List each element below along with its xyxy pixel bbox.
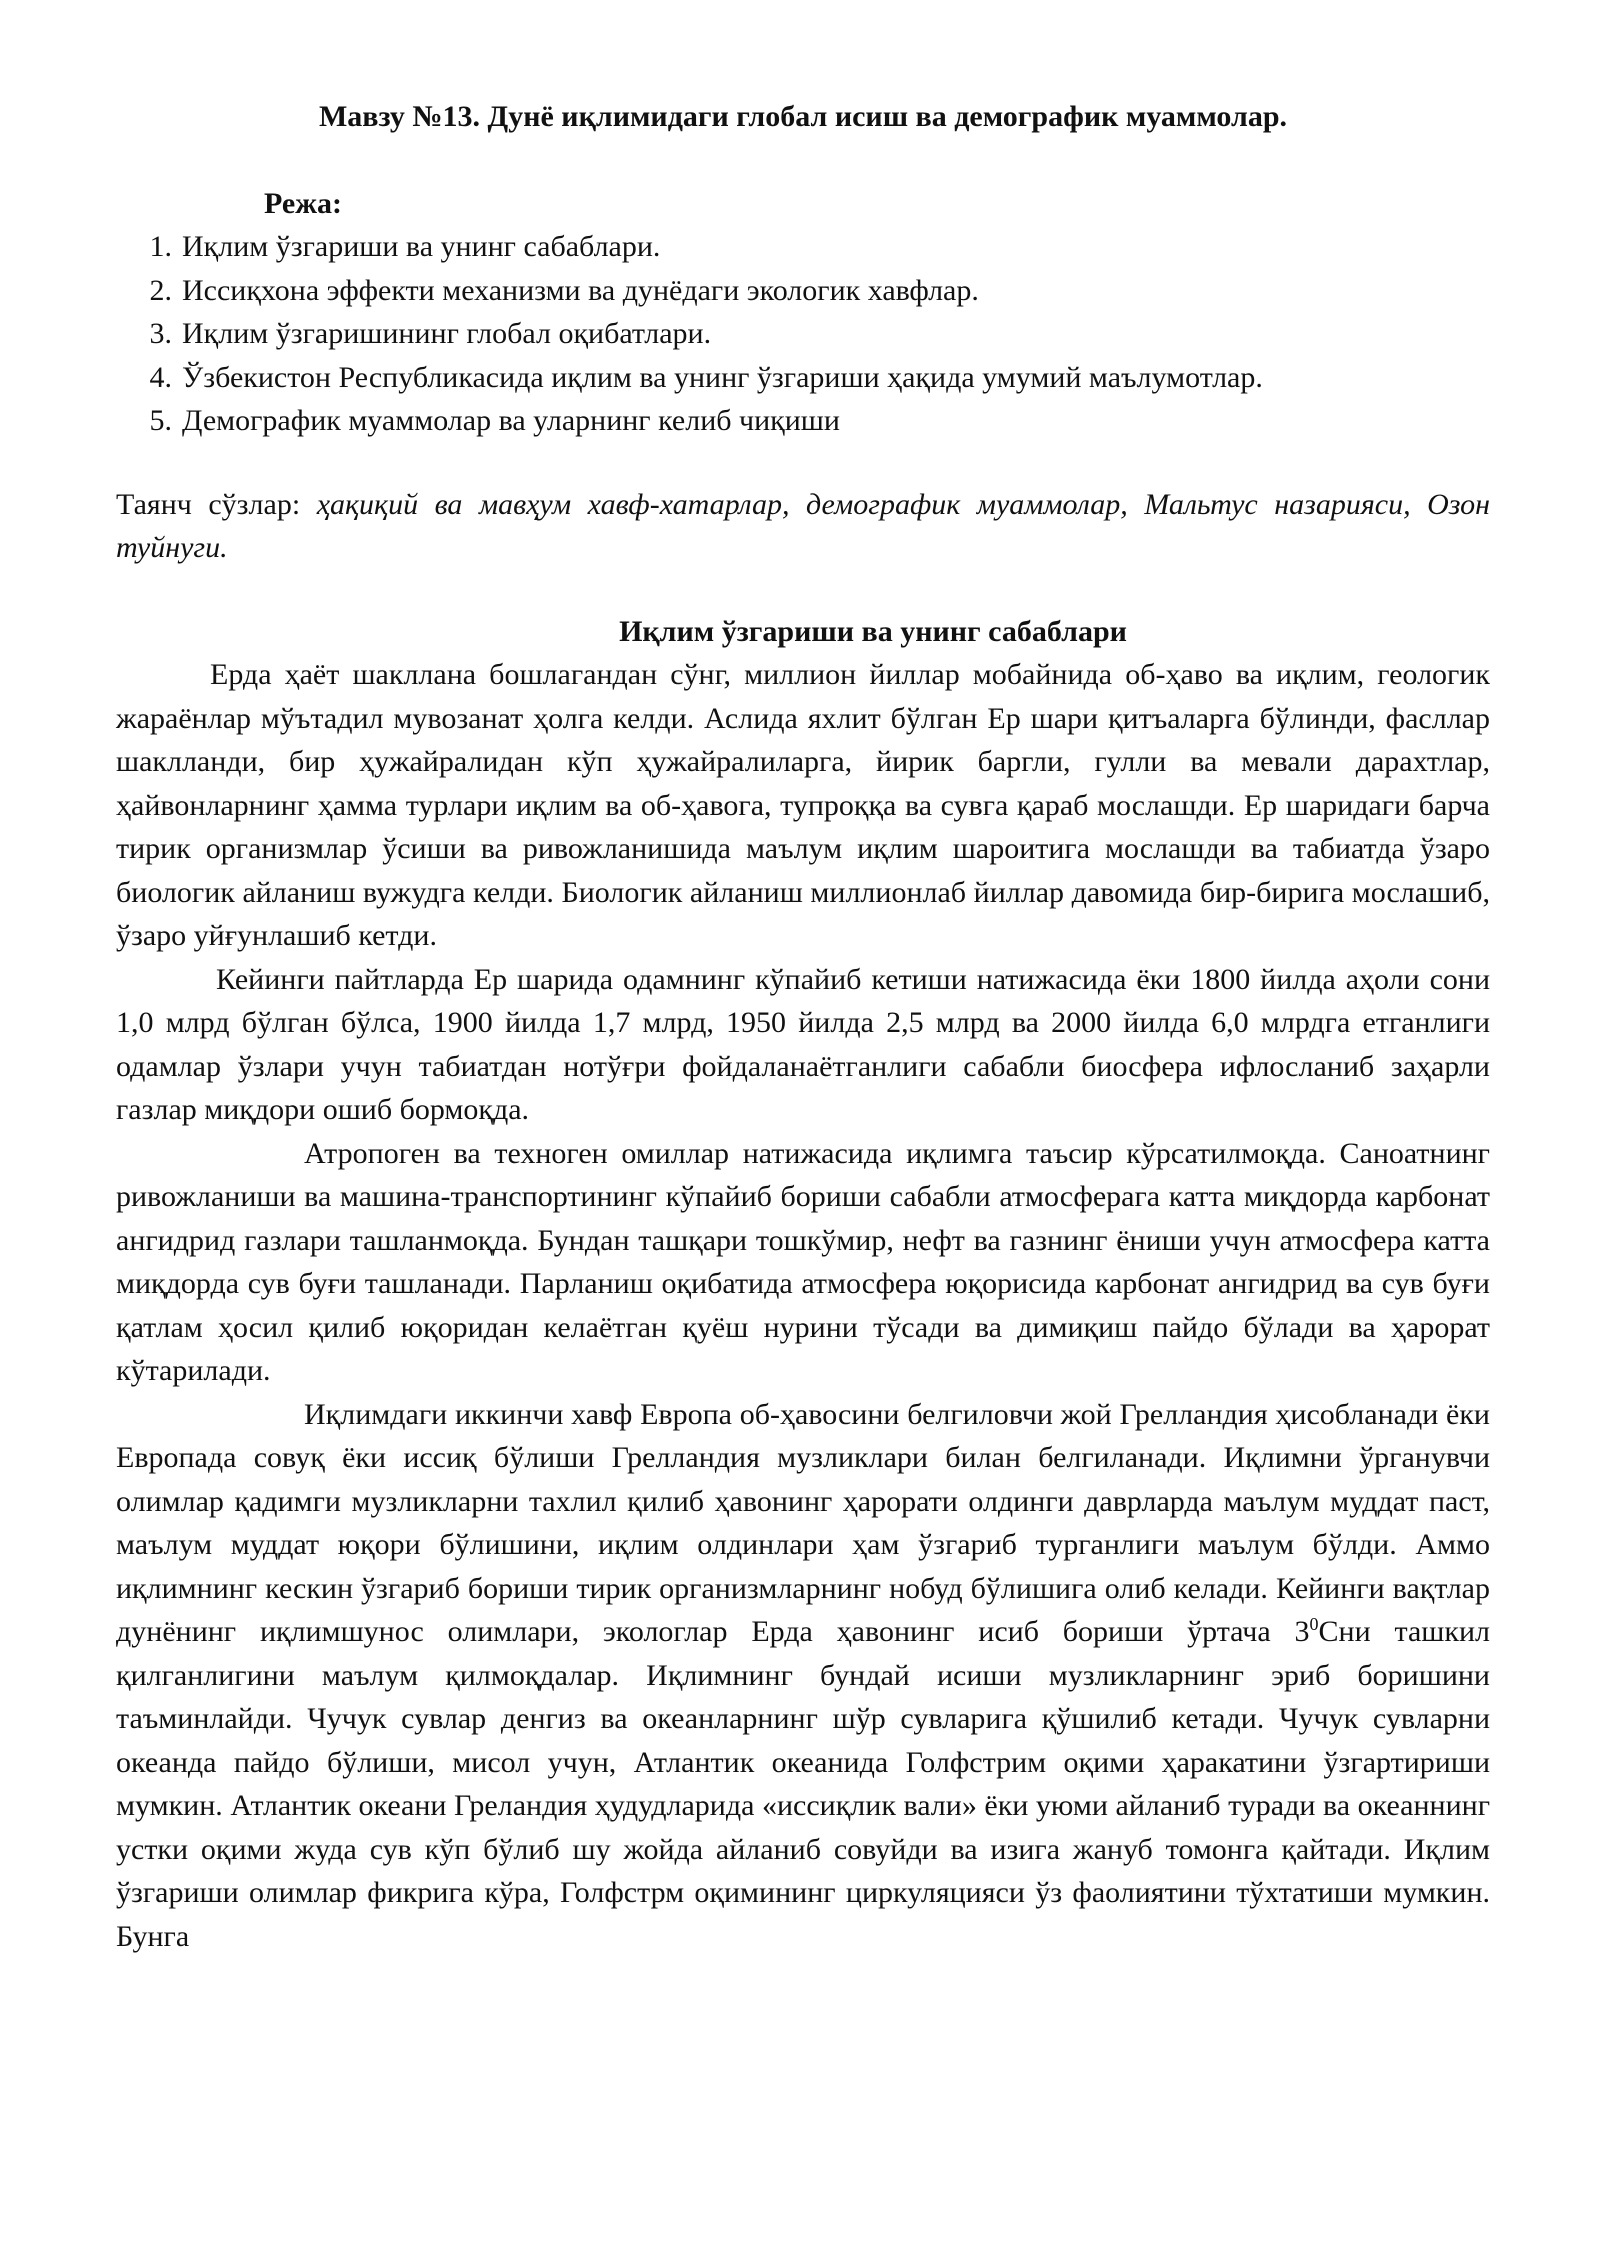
- keywords-terms: ҳақиқий ва мавҳум хавф-хатарлар, демографик муаммолар, Мальтус назарияси, Озон туйнуги.: [116, 487, 1490, 564]
- plan-item-number: 3.: [149, 317, 172, 350]
- keywords-paragraph: [116, 483, 1490, 570]
- plan-item-text: Ўзбекистон Республикасида иқлим ва унинг ўзгариши ҳақида умумий маълумотлар.: [182, 360, 1263, 394]
- section-heading: Иқлим ўзгариши ва унинг сабаблари: [619, 614, 1127, 648]
- body-paragraph-2: Кейинги пайтларда Ер шарида одамнинг кўпайиб кетиши натижасида ёки 1800 йилда аҳоли сони 1,0 млрд бўлган бўлса, 1900 йилда 1,7 млрд, 1950 йилда 2,5 млрд ва 2000 йилда 6,0 млрдга етганлиги одамлар ўзлари учун табиатдан нотўғри фойдаланаётганлиги сабабли биосфера ифлосланиб заҳарли газлар миқдори ошиб бормоқда.: [116, 962, 1490, 1126]
- document-title: Мавзу №13. Дунё иқлимидаги глобал исиш ва демографик муаммолар.: [318, 100, 1288, 133]
- plan-item-number: 1.: [149, 230, 172, 263]
- document-content: [116, 95, 1490, 1958]
- body-paragraph-3: Атропоген ва техноген омиллар натижасида иқлимга таъсир кўрсатилмоқда. Саноатнинг ривожланиши ва машина-транспортининг кўпайиб бориши сабабли атмосферага катта миқдорда карбонат ангидрид газлари ташланмоқда. Бундан ташқари тошкўмир, нефт ва газнинг ёниши учун атмосфера катта миқдорда сув буғи ташланади. Парланиш оқибатида атмосфера юқорисида карбонат ангидрид ва сув буғи қатлам ҳосил қилиб юқоридан келаётган қуёш нурини тўсади ва димиқиш пайдо бўлади ва ҳарорат кўтарилади.: [116, 1136, 1490, 1387]
- plan-item: [116, 225, 1490, 269]
- plan-item-text: Иқлим ўзгариши ва унинг сабаблари.: [182, 230, 661, 263]
- plan-item: [116, 312, 1490, 356]
- plan-item-text: Демографик муаммолар ва уларнинг келиб чиқиши: [182, 404, 840, 437]
- body-paragraph-4: [116, 1393, 1490, 1959]
- keywords-label: Таянч сўзлар:: [116, 487, 317, 521]
- plan-item: [116, 399, 1490, 443]
- plan-list: [116, 225, 1490, 443]
- plan-item-number: 4.: [149, 360, 172, 394]
- body-paragraph-1: Ерда ҳаёт шакллана бошлагандан сўнг, миллион йиллар мобайнида об-ҳаво ва иқлим, геологик жараёнлар мўътадил мувозанат ҳолга келди. Аслида яхлит бўлган Ер шари қитъаларга бўлинди, фасллар шаклланди, бир ҳужайралидан кўп ҳужайралиларга, йирик баргли, гулли ва мевали дарахтлар, ҳайвонларнинг ҳамма турлари иқлим ва об-ҳавога, тупроққа ва сувга қараб мослашди. Ер шаридаги барча тирик организмлар ўсиши ва ривожланишида маълум иқлим шароитига мослашди ва табиатда ўзаро биологик айланиш вужудга келди. Биологик айланиш миллионлаб йиллар давомида бир-бирига мослашиб, ўзаро уйғунлашиб кетди.: [116, 658, 1490, 952]
- plan-item-text: Иқлим ўзгаришининг глобал оқибатлари.: [182, 317, 712, 350]
- plan-item-text: Иссиқхона эффекти механизми ва дунёдаги экологик хавфлар.: [182, 273, 979, 307]
- plan-item: [116, 356, 1490, 400]
- plan-heading: Режа:: [264, 186, 342, 220]
- plan-item-number: 5.: [149, 404, 172, 437]
- degree-superscript: 0: [1309, 1614, 1319, 1634]
- plan-item-number: 2.: [149, 273, 172, 307]
- plan-item: [116, 269, 1490, 313]
- paragraph-4-text-end: Сни ташкил қилганлигини маълум қилмоқдалар. Иқлимнинг бундай исиши музликларнинг эриб боришини таъминлайди. Чучук сувлар денгиз ва океанларнинг шўр сувларига қўшилиб кетади. Чучук сувларни океанда пайдо бўлиши, мисол учун, Атлантик океанида Голфстрим оқими ҳаракатини ўзгартириши мумкин. Атлантик океани Грeландия ҳудудларида «иссиқлик вали» ёки уюми айланиб туради ва океаннинг устки оқими жуда сув кўп бўлиб шу жойда айланиб совуйди ва изига жануб томонга қайтади. Иқлим ўзгариши олимлар фикрига кўра, Голфстрм оқимининг циркуляцияси ўз фаолиятини тўхтатиши мумкин. Бунга: [116, 1615, 1490, 1953]
- paragraph-4-text-start: Иқлимдаги иккинчи хавф Европа об-ҳавосини белгиловчи жой Грелландия ҳисобланади ёки Европада совуқ ёки иссиқ бўлиши Грелландия музликлари билан белгиланади. Иқлимни ўрганувчи олимлар қадимги музликларни тахлил қилиб ҳавонинг ҳарорати олдинги даврларда маълум муддат паст, маълум муддат юқори бўлишини, иқлим олдинлари ҳам ўзгариб турганлиги маълум бўлди. Аммо иқлимнинг кескин ўзгариб бориши тирик организмларнинг нобуд бўлишига олиб келади. Кейинги вақтлар дунёнинг иқлимшунос олимлари, экологлар Ерда ҳавонинг исиб бориши ўртача 3: [116, 1397, 1490, 1648]
